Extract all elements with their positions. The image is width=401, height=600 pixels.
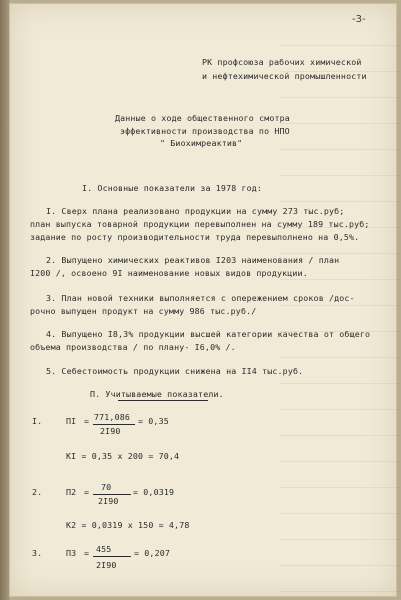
item-1-line-3: задание по росту производительности труда перевыполнено на 0,5%.	[30, 232, 360, 242]
calc-1-equals: =	[84, 416, 90, 426]
calc-2-fraction-bar	[93, 494, 131, 495]
org-line-2: и нефтехимической промышленности	[202, 71, 367, 81]
title-line-1: Данные о ходе общественного смотра	[115, 113, 290, 123]
calc-2-numerator: 70	[101, 482, 112, 492]
calc-1-denominator: 2I90	[100, 426, 121, 436]
section-2-underline	[118, 400, 208, 401]
item-4-line-1: 4. Выпущено I8,3% продукции высшей категории качества от общего	[46, 329, 371, 339]
calc-3-number: 3.	[32, 548, 43, 558]
calc-1-number: I.	[32, 416, 43, 426]
calc-1-lhs: ПI	[66, 416, 77, 426]
item-3-line-1: 3. План новой техники выполняется с опережением сроков /дос-	[46, 293, 355, 303]
calc-3-lhs: П3	[66, 548, 77, 558]
page-number: -3-	[352, 14, 366, 25]
calc-1-k-line: KI = 0,35 x 200 = 70,4	[66, 451, 180, 461]
org-line-1: РК профсоюза рабочих химической	[202, 57, 362, 67]
calc-2-lhs: П2	[66, 487, 77, 497]
item-4-line-2: объема производства / по плану- I6,0% /.	[30, 342, 236, 352]
calc-3-fraction-bar	[93, 556, 131, 557]
item-2-line-1: 2. Выпущено химических реактивов I203 наименования / план	[46, 255, 340, 265]
item-2-line-2: I200 /, освоено 9I наименование новых видов продукции.	[30, 268, 308, 278]
section-2-heading: П. Учитываемые показатели.	[90, 389, 224, 399]
calc-2-number: 2.	[32, 487, 43, 497]
calc-1-numerator: 771,086	[94, 412, 131, 422]
calc-2-equals: =	[84, 487, 90, 497]
title-line-2: эффективности производства по НПО	[120, 126, 290, 136]
calc-3-result: = 0,207	[134, 548, 171, 558]
item-3-line-2: рочно выпущен продукт на сумму 986 тыс.руб./	[30, 306, 257, 316]
section-1-heading: I. Основные показатели за 1978 год:	[82, 183, 263, 193]
calc-1-result: = 0,35	[138, 416, 169, 426]
calc-3-numerator: 455	[96, 544, 112, 554]
calc-1-fraction-bar	[93, 424, 135, 425]
calc-3-denominator: 2I90	[96, 560, 117, 570]
calc-2-result: = 0,0319	[133, 487, 175, 497]
item-1-line-1: I. Сверх плана реализовано продукции на сумму 273 тыс.руб;	[46, 206, 345, 216]
calc-2-denominator: 2I90	[98, 496, 119, 506]
title-line-3: " Биохимреактив"	[160, 138, 243, 148]
item-5: 5. Себестоимость продукции снижена на II4 тыс.руб.	[46, 366, 304, 376]
calc-3-equals: =	[84, 548, 90, 558]
calc-2-k-line: K2 = 0,0319 x 150 = 4,78	[66, 520, 190, 530]
binding-edge	[0, 0, 10, 600]
bleed-through-shadow	[280, 34, 400, 594]
item-1-line-2: план выпуска товарной продукции перевыполнен на сумму 189 тыс.руб;	[30, 219, 370, 229]
